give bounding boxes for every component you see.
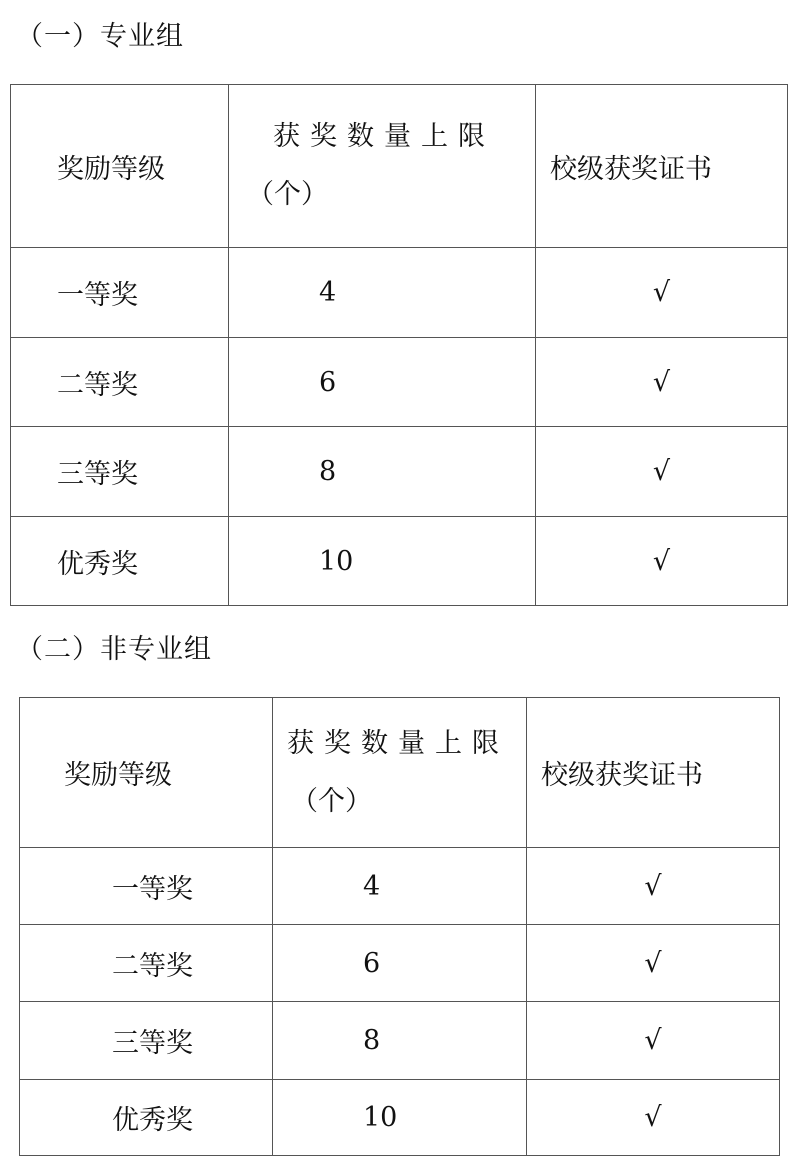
row-award-limit: 10: [229, 517, 536, 606]
row-award-level: 二等奖: [20, 925, 273, 1002]
header-award-limit: [273, 698, 527, 848]
row-award-limit: 4: [273, 848, 527, 925]
header-award-limit: [229, 85, 536, 248]
row-award-limit: 10: [273, 1080, 527, 1156]
row-award-limit: 4: [229, 248, 536, 338]
row-certificate-check: √: [536, 248, 788, 338]
row-certificate-check: √: [536, 427, 788, 517]
section-heading-non-professional: （二）非专业组: [16, 634, 212, 665]
table-row: [20, 925, 780, 1002]
row-certificate-check: √: [527, 1080, 780, 1156]
row-certificate-check: √: [527, 848, 780, 925]
row-certificate-check: √: [527, 1002, 780, 1080]
table-header-row: [11, 85, 788, 248]
section-heading-professional: （一）专业组: [16, 21, 184, 52]
header-award-limit-line2: （个）: [291, 785, 372, 817]
header-award-limit-line1: 获奖数量上限: [273, 121, 495, 152]
row-award-level: 优秀奖: [11, 517, 229, 606]
row-award-level: 三等奖: [20, 1002, 273, 1080]
row-award-level: 一等奖: [11, 248, 229, 338]
row-award-limit: 6: [229, 338, 536, 427]
header-certificate: 校级获奖证书: [536, 85, 788, 248]
row-award-level: 三等奖: [11, 427, 229, 517]
header-award-limit-line2: （个）: [247, 179, 328, 210]
header-award-level: 奖励等级: [20, 698, 273, 848]
table-row: [20, 1080, 780, 1156]
row-award-level: 二等奖: [11, 338, 229, 427]
table-row: [20, 848, 780, 925]
table-row: [11, 338, 788, 427]
row-certificate-check: √: [527, 925, 780, 1002]
row-award-level: 优秀奖: [20, 1080, 273, 1156]
table-header-row: [20, 698, 780, 848]
row-award-limit: 8: [273, 1002, 527, 1080]
row-certificate-check: √: [536, 517, 788, 606]
row-award-level: 一等奖: [20, 848, 273, 925]
row-certificate-check: √: [536, 338, 788, 427]
table-row: [11, 248, 788, 338]
table-row: [11, 427, 788, 517]
header-certificate: 校级获奖证书: [527, 698, 780, 848]
header-award-limit-line1: 获奖数量上限: [287, 727, 509, 759]
header-award-level: 奖励等级: [11, 85, 229, 248]
table-row: [20, 1002, 780, 1080]
award-table-professional: [10, 84, 788, 606]
row-award-limit: 8: [229, 427, 536, 517]
award-table-non-professional: [19, 697, 780, 1156]
table-row: [11, 517, 788, 606]
row-award-limit: 6: [273, 925, 527, 1002]
